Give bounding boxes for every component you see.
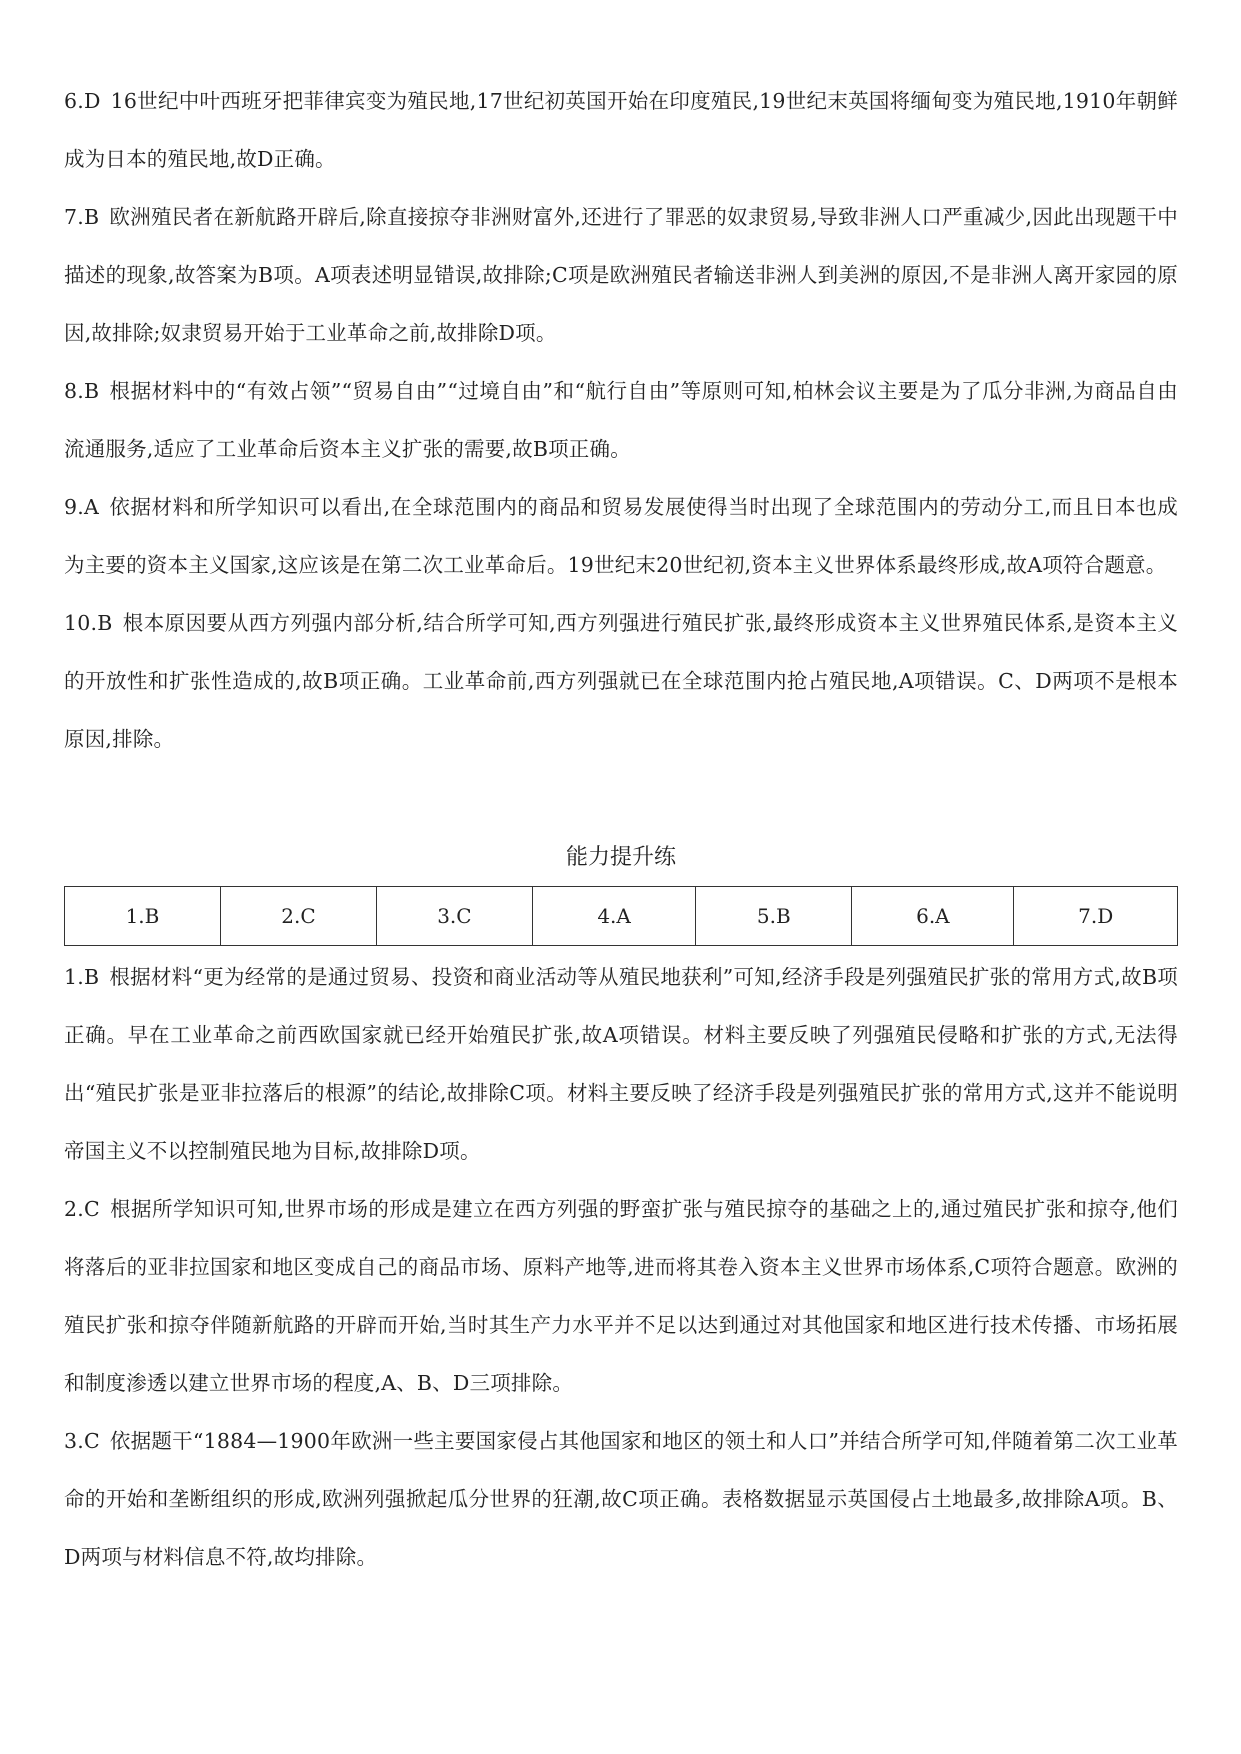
answer-number: 7.B xyxy=(64,205,100,229)
answer-key-cell: 2.C xyxy=(220,887,376,946)
answer-explanation-2 xyxy=(64,1180,1178,1412)
answer-key-cell: 7.D xyxy=(1014,887,1178,946)
explanation-text: 根据所学知识可知,世界市场的形成是建立在西方列强的野蛮扩张与殖民掠夺的基础之上的,通过殖民扩张和掠夺,他们将落后的亚非拉国家和地区变成自己的商品市场、原料产地等,进而将其卷入资本主义世界市场体系,C项符合题意。欧洲的殖民扩张和掠夺伴随新航路的开辟而开始,当时其生产力水平并不足以达到通过对其他国家和地区进行技术传播、市场拓展和制度渗透以建立世界市场的程度,A、B、D三项排除。 xyxy=(64,1197,1178,1395)
answer-number: 3.C xyxy=(64,1429,100,1453)
answer-number: 10.B xyxy=(64,611,113,635)
explanation-text: 欧洲殖民者在新航路开辟后,除直接掠夺非洲财富外,还进行了罪恶的奴隶贸易,导致非洲人口严重减少,因此出现题干中描述的现象,故答案为B项。A项表述明显错误,故排除;C项是欧洲殖民者输送非洲人到美洲的原因,不是非洲人离开家园的原因,故排除;奴隶贸易开始于工业革命之前,故排除D项。 xyxy=(64,205,1178,345)
explanation-text: 依据题干“1884—1900年欧洲一些主要国家侵占其他国家和地区的领土和人口”并结合所学可知,伴随着第二次工业革命的开始和垄断组织的形成,欧洲列强掀起瓜分世界的狂潮,故C项正确。表格数据显示英国侵占土地最多,故排除A项。B、D两项与材料信息不符,故均排除。 xyxy=(64,1429,1178,1569)
bottom-explanations xyxy=(64,948,1178,1586)
answer-key-cell: 4.A xyxy=(532,887,695,946)
section-title: 能力提升练 xyxy=(565,845,676,870)
answer-key-cell: 3.C xyxy=(376,887,532,946)
section-gap xyxy=(64,768,1178,826)
answer-key-cell: 1.B xyxy=(65,887,221,946)
answer-number: 6.D xyxy=(64,89,101,113)
answer-number: 9.A xyxy=(64,495,99,519)
explanation-text: 根据材料中的“有效占领”“贸易自由”“过境自由”和“航行自由”等原则可知,柏林会议主要是为了瓜分非洲,为商品自由流通服务,适应了工业革命后资本主义扩张的需要,故B项正确。 xyxy=(64,379,1178,461)
answer-key-cell: 6.A xyxy=(852,887,1014,946)
explanation-text: 依据材料和所学知识可以看出,在全球范围内的商品和贸易发展使得当时出现了全球范围内的劳动分工,而且日本也成为主要的资本主义国家,这应该是在第二次工业革命后。19世纪末20世纪初,资本主义世界体系最终形成,故A项符合题意。 xyxy=(64,495,1178,577)
answer-key-cell: 5.B xyxy=(696,887,852,946)
explanation-text: 根本原因要从西方列强内部分析,结合所学可知,西方列强进行殖民扩张,最终形成资本主义世界殖民体系,是资本主义的开放性和扩张性造成的,故B项正确。工业革命前,西方列强就已在全球范围内抢占殖民地,A项错误。C、D两项不是根本原因,排除。 xyxy=(64,611,1178,751)
explanation-text: 根据材料“更为经常的是通过贸易、投资和商业活动等从殖民地获利”可知,经济手段是列强殖民扩张的常用方式,故B项正确。早在工业革命之前西欧国家就已经开始殖民扩张,故A项错误。材料主要反映了列强殖民侵略和扩张的方式,无法得出“殖民扩张是亚非拉落后的根源”的结论,故排除C项。材料主要反映了经济手段是列强殖民扩张的常用方式,这并不能说明帝国主义不以控制殖民地为目标,故排除D项。 xyxy=(64,965,1178,1163)
answer-explanation-1 xyxy=(64,948,1178,1180)
answer-explanation-8 xyxy=(64,362,1178,478)
explanation-text: 16世纪中叶西班牙把菲律宾变为殖民地,17世纪初英国开始在印度殖民,19世纪末英国将缅甸变为殖民地,1910年朝鲜成为日本的殖民地,故D正确。 xyxy=(64,89,1178,171)
answer-explanation-9 xyxy=(64,478,1178,594)
answer-explanation-10 xyxy=(64,594,1178,768)
document-page xyxy=(64,72,1178,1586)
answer-number: 2.C xyxy=(64,1197,100,1221)
answer-explanation-7 xyxy=(64,188,1178,362)
answer-key-table xyxy=(64,886,1178,946)
answer-number: 8.B xyxy=(64,379,100,403)
answer-explanation-6 xyxy=(64,72,1178,188)
answer-explanation-3 xyxy=(64,1412,1178,1586)
answer-number: 1.B xyxy=(64,965,100,989)
answer-key-row xyxy=(65,887,1178,946)
